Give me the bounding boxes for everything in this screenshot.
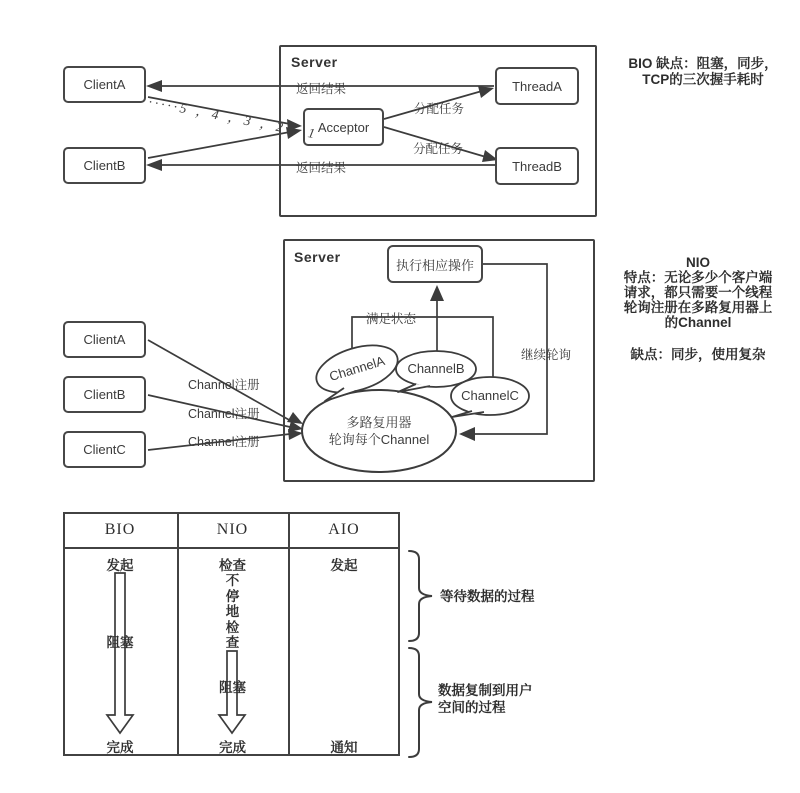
nio-client-c-label: ClientC: [83, 442, 126, 457]
assign-task-top-label: 分配任务: [414, 102, 465, 116]
nio-client-b-box: [63, 376, 146, 413]
bio-blocking-cell: 阻塞: [106, 635, 134, 650]
table-header-bio: BIO: [104, 521, 136, 538]
acceptor-label: Acceptor: [317, 119, 370, 135]
satisfy-state-label: 满足状态: [366, 312, 417, 326]
bio-note-line1: BIO 缺点：阻塞，同步，: [628, 56, 778, 71]
bio-end-cell: 完成: [106, 740, 134, 755]
bio-client-a-box: [63, 66, 146, 103]
nio-note-line4: 的Channel: [664, 315, 732, 330]
bio-server-label: Server: [291, 54, 338, 70]
channel-register-a-label: Channel注册: [188, 378, 260, 392]
nio-client-a-label: ClientA: [83, 332, 126, 347]
return-result-bottom-label: 返回结果: [296, 161, 347, 175]
nio-start-cell: 检查: [219, 558, 246, 573]
channel-register-c-label: Channel注册: [188, 435, 260, 449]
table-header-nio: NIO: [216, 521, 249, 538]
nio-note: [602, 255, 794, 330]
table-header-aio: AIO: [328, 521, 360, 538]
bio-client-b-box: [63, 147, 146, 184]
nio-blocking-cell: 阻塞: [219, 680, 246, 695]
nio-client-c-box: [63, 431, 146, 468]
execute-operation-label: 执行相应操作: [395, 257, 474, 273]
channel-b-label: ChannelB: [407, 361, 465, 376]
bio-note: [610, 56, 796, 88]
bio-note-line2: TCP的三次握手耗时: [642, 72, 764, 87]
nio-note-line1: 特点：无论多少个客户端: [623, 270, 773, 285]
nio-server-label: Server: [294, 249, 341, 265]
wait-phase-brace: [409, 551, 432, 641]
copy-phase-brace: [409, 648, 432, 757]
channel-register-b-label: Channel注册: [188, 407, 260, 421]
channel-c-label: ChannelC: [461, 388, 519, 403]
request-sequence-label: ·····5 ，4 ，3 ，2 ，1: [147, 94, 320, 142]
thread-b-box: [495, 147, 579, 185]
aio-start-cell: 发起: [330, 558, 358, 573]
bio-client-b-label: ClientB: [83, 158, 126, 173]
channel-a-label: ChannelA: [327, 352, 387, 385]
nio-end-cell: 完成: [219, 740, 246, 755]
multiplexer-line2: 轮询每个Channel: [328, 432, 430, 447]
return-result-top-label: 返回结果: [296, 82, 347, 96]
thread-b-label: ThreadB: [512, 158, 562, 174]
nio-note-disadvantage: 缺点：同步，使用复杂: [630, 347, 766, 362]
brace-shapes: [409, 551, 432, 757]
nio-loop-cell: 不停地检查: [225, 573, 240, 650]
aio-end-cell: 通知: [330, 740, 358, 755]
continue-poll-label: 继续轮询: [521, 348, 572, 362]
bio-start-cell: 发起: [106, 558, 134, 573]
nio-note-title: NIO: [685, 255, 710, 270]
nio-client-a-box: [63, 321, 146, 358]
bio-client-a-label: ClientA: [83, 77, 126, 92]
execute-operation-box: [387, 245, 483, 283]
table-header-divider: [63, 547, 400, 549]
multiplexer-label: [304, 414, 454, 448]
copy-phase-line1: 数据复制到用户: [438, 683, 533, 698]
nio-client-b-label: ClientB: [83, 387, 126, 402]
assign-task-bottom-label: 分配任务: [413, 142, 464, 156]
multiplexer-line1: 多路复用器: [346, 415, 412, 430]
nio-note-line3: 轮询注册在多路复用器上: [623, 300, 773, 315]
thread-a-label: ThreadA: [512, 78, 562, 94]
copy-phase-line2: 空间的过程: [438, 700, 506, 715]
copy-phase-label: [438, 682, 533, 716]
nio-note-line2: 请求，都只需要一个线程: [623, 285, 773, 300]
wait-phase-label: 等待数据的过程: [440, 589, 535, 604]
thread-a-box: [495, 67, 579, 105]
